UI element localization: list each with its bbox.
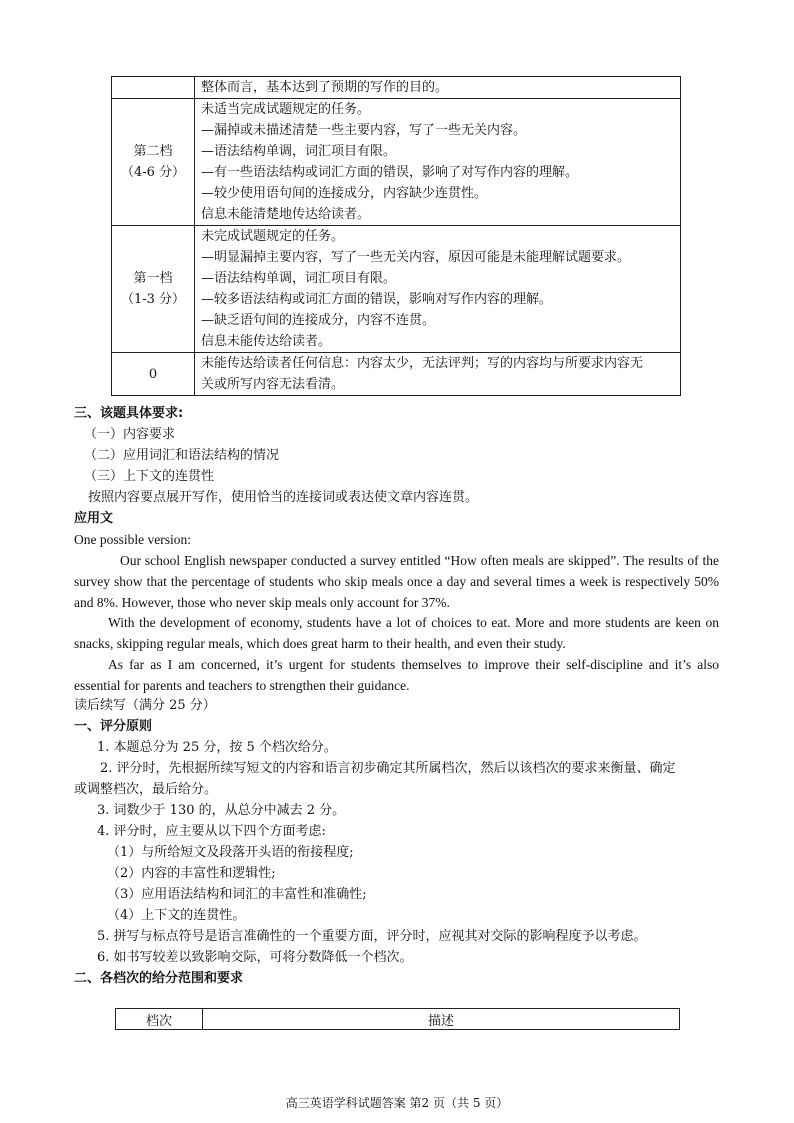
rule-item: 3. 词数少于 130 的，从总分中减去 2 分。 — [97, 803, 346, 818]
sub-item: （2）内容的丰富性和逻辑性; — [107, 866, 276, 881]
essay-heading: 应用文 — [74, 511, 114, 526]
essay-paragraph: Our school English newspaper conducted a survey entitled “How often meals are skipped”. The results of the survey show that the percentage of students who skip meals once a day and several times a week is respectively 50% and 8%. However, those who never skip meals only account for 37%. — [74, 553, 719, 610]
sub-item: （1）与所给短文及段落开头语的衔接程度; — [107, 845, 354, 860]
table-row — [112, 353, 681, 396]
requirement-item: （三）上下文的连贯性 — [84, 469, 215, 484]
description-line: —明显漏掉主要内容，写了一些无关内容，原因可能是未能理解试题要求。 — [201, 250, 631, 265]
section3-heading: 三、该题具体要求: — [74, 406, 184, 421]
column-header-description: 描述 — [203, 1009, 680, 1030]
description-line: 未适当完成试题规定的任务。 — [201, 102, 371, 117]
level-name: 第一档 — [133, 271, 173, 286]
level-range: （4-6 分） — [120, 165, 186, 180]
table-header-row — [116, 1009, 680, 1030]
description-cell — [195, 77, 681, 99]
principles-heading: 一、评分原则 — [74, 719, 153, 734]
description-line: 信息未能传达给读者。 — [201, 334, 332, 349]
description-cell — [195, 99, 681, 226]
description-line: —语法结构单调，词汇项目有限。 — [201, 144, 397, 159]
rule-item: 5. 拼写与标点符号是语言准确性的一个重要方面，评分时，应视其对交际的影响程度予以考虑。 — [97, 929, 647, 944]
level-name: 0 — [148, 366, 158, 382]
requirement-item: （二）应用词汇和语法结构的情况 — [84, 448, 280, 463]
rule-item: 1. 本题总分为 25 分，按 5 个档次给分。 — [97, 740, 337, 755]
essay-paragraph: With the development of economy, students have a lot of choices to eat. More and more students are keen on snacks, skipping regular meals, which does great harm to their health, and even their study. — [74, 615, 719, 651]
description-line: 未完成试题规定的任务。 — [201, 229, 345, 244]
rule-item: 6. 如书写较差以致影响交际，可将分数降低一个档次。 — [97, 950, 413, 965]
level-cell — [112, 99, 195, 226]
grading-table-top — [111, 76, 681, 396]
requirement-item: （一）内容要求 — [84, 427, 176, 442]
rule-item: 2. 评分时，先根据所续写短文的内容和语言初步确定其所属档次，然后以该档次的要求来衡量、确定 — [100, 761, 676, 776]
description-line: —语法结构单调，词汇项目有限。 — [201, 271, 397, 286]
section2-heading: 二、各档次的给分范围和要求 — [74, 971, 244, 986]
description-line: 未能传达给读者任何信息：内容太少，无法评判；写的内容均与所要求内容无 — [201, 356, 644, 371]
description-line: 整体而言，基本达到了预期的写作的目的。 — [201, 80, 449, 95]
description-cell — [195, 226, 681, 353]
description-line: —较多语法结构或词汇方面的错误，影响对写作内容的理解。 — [201, 292, 553, 307]
level-cell — [112, 226, 195, 353]
description-line: —漏掉或未描述清楚一些主要内容，写了一些无关内容。 — [201, 123, 527, 138]
essay-paragraph: As far as I am concerned, it’s urgent for students themselves to improve their self-discipline and it’s also essential for parents and teachers to strengthen their guidance. — [74, 657, 719, 693]
rule-item: 4. 评分时，应主要从以下四个方面考虑: — [97, 824, 326, 839]
table-row — [112, 77, 681, 99]
rule-item-continued: 或调整档次，最后给分。 — [74, 782, 218, 797]
level-name: 第二档 — [133, 144, 173, 159]
page-footer: 高三英语学科试题答案 第2 页（共 5 页） — [285, 1096, 509, 1110]
description-line: —缺乏语句间的连接成分，内容不连贯。 — [201, 313, 436, 328]
table-row — [112, 226, 681, 353]
sub-item: （3）应用语法结构和词汇的丰富性和准确性; — [107, 887, 367, 902]
column-header-level: 档次 — [116, 1009, 203, 1030]
description-line: 关或所写内容无法看清。 — [201, 377, 345, 392]
continuation-title: 读后续写（满分 25 分） — [74, 698, 216, 713]
level-cell — [112, 353, 195, 396]
table-row — [112, 99, 681, 226]
description-line: —有一些语法结构或词汇方面的错误，影响了对写作内容的理解。 — [201, 165, 579, 180]
version-label: One possible version: — [74, 532, 191, 547]
grading-table-bottom — [115, 1008, 680, 1030]
description-cell — [195, 353, 681, 396]
level-range: （1-3 分） — [120, 292, 186, 307]
requirement-note: 按照内容要点展开写作，使用恰当的连接词或表达使文章内容连贯。 — [88, 490, 479, 505]
level-cell — [112, 77, 195, 99]
description-line: 信息未能清楚地传达给读者。 — [201, 207, 371, 222]
sub-item: （4）上下文的连贯性。 — [107, 908, 246, 923]
description-line: —较少使用语句间的连接成分，内容缺少连贯性。 — [201, 186, 488, 201]
